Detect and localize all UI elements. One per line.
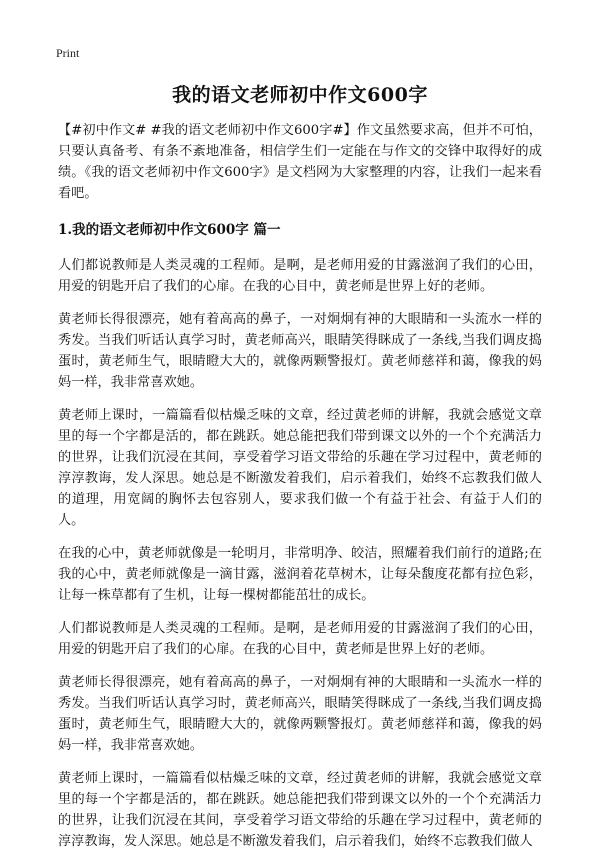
print-label: Print (56, 46, 80, 60)
intro-paragraph: 【#初中作文# #我的语文老师初中作文600字#】作文虽然要求高，但并不可怕，只要认真备考、有条不紊地准备，相信学生们一定能在与作文的交锋中取得好的成绩。《我的语文老师初中作文600字》是文档网为大家整理的内容，让我们一起来看看吧。 (58, 123, 542, 201)
body-paragraph: 人们都说教师是人类灵魂的工程师。是啊，是老师用爱的甘露滋润了我们的心田，用爱的钥匙开启了我们的心扉。在我的心目中，黄老师是世界上好的老师。 (58, 258, 542, 294)
body-paragraph: 黄老师长得很漂亮，她有着高高的鼻子，一对炯炯有神的大眼睛和一头流水一样的秀发。当我们听话认真学习时，黄老师高兴，眼睛笑得眯成了一条线,当我们调皮捣蛋时，黄老师生气，眼睛瞪大大的，就像两颗警报灯。黄老师慈祥和蔼，像我的妈妈一样，我非常喜欢她。 (58, 312, 542, 390)
document-body (58, 120, 542, 864)
body-paragraph: 黄老师长得很漂亮，她有着高高的鼻子，一对炯炯有神的大眼睛和一头流水一样的秀发。当我们听话认真学习时，黄老师高兴，眼睛笑得眯成了一条线,当我们调皮捣蛋时，黄老师生气，眼睛瞪大大的，就像两颗警报灯。黄老师慈祥和蔼，像我的妈妈一样，我非常喜欢她。 (58, 675, 542, 753)
page-title: 我的语文老师初中作文600字 (172, 84, 428, 106)
body-paragraph: 黄老师上课时，一篇篇看似枯燥乏味的文章，经过黄老师的讲解，我就会感觉文章里的每一个字都是活的，都在跳跃。她总能把我们带到课文以外的一个个充满活力的世界，让我们沉浸在其间，享受着学习语文带给的乐趣在学习过程中，黄老师的淳淳教诲，发人深思。她总是不断激发着我们，启示着我们，始终不忘教我们做人的道理，用宽阔的胸怀去包容别人，要求我们做一个有益于社会、有益于人们的人。 (58, 408, 542, 528)
body-paragraph: 在我的心中，黄老师就像是一轮明月，非常明净、皎洁，照耀着我们前行的道路;在我的心中，黄老师就像是一滴甘露，滋润着花草树木，让每朵馥度花都有拉色彩，让每一株草都有了生机，让每一棵树都能茁壮的成长。 (58, 546, 542, 603)
body-paragraph: 黄老师上课时，一篇篇看似枯燥乏味的文章，经过黄老师的讲解，我就会感觉文章里的每一个字都是活的，都在跳跃。她总能把我们带到课文以外的一个个充满活力的世界，让我们沉浸在其间，享受着学习语文带给的乐趣在学习过程中，黄老师的淳淳教诲，发人深思。她总是不断激发着我们，启示着我们，始终不忘教我们做人 (58, 771, 542, 849)
body-paragraph: 人们都说教师是人类灵魂的工程师。是啊，是老师用爱的甘露滋润了我们的心田，用爱的钥匙开启了我们的心扉。在我的心目中，黄老师是世界上好的老师。 (58, 621, 542, 657)
section-heading: 1.我的语文老师初中作文600字 篇一 (58, 222, 281, 238)
